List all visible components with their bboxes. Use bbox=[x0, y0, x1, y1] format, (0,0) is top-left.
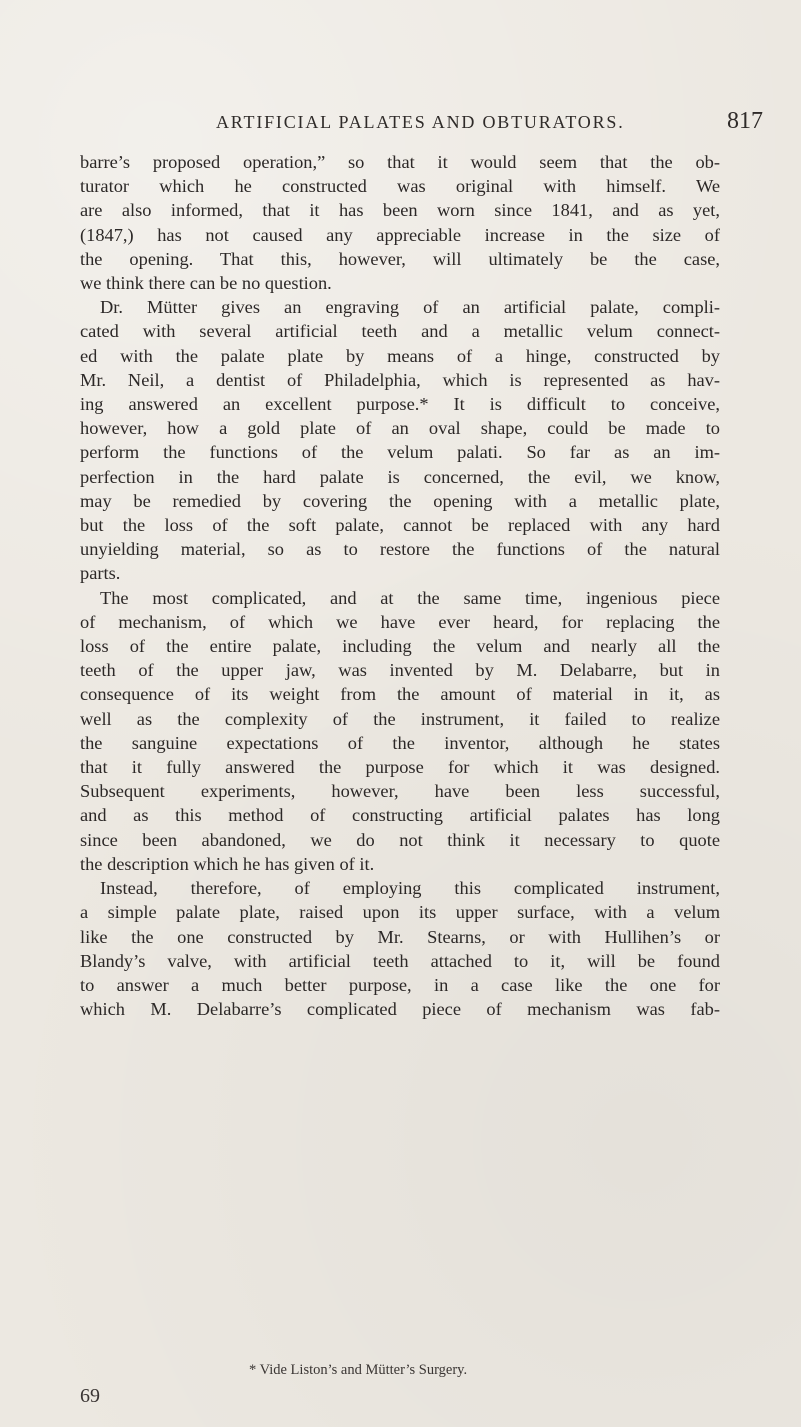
body-text bbox=[80, 150, 720, 1021]
text-line: like the one constructed by Mr. Stearns, or with Hullihen’s or bbox=[80, 926, 720, 947]
text-line: however, how a gold plate of an oval shape, could be made to bbox=[80, 418, 720, 439]
text-line: perform the functions of the velum palati. So far as an im- bbox=[80, 442, 720, 463]
text-line: Instead, therefore, of employing this complicated instrument, bbox=[100, 878, 720, 899]
text-line: may be remedied by covering the opening with a metallic plate, bbox=[80, 490, 720, 511]
text-line: a simple palate plate, raised upon its upper surface, with a velum bbox=[80, 902, 720, 923]
text-line: the opening. That this, however, will ultimately be the case, bbox=[80, 248, 720, 269]
text-line: that it fully answered the purpose for which it was designed. bbox=[80, 757, 720, 778]
text-line: loss of the entire palate, including the velum and nearly all the bbox=[80, 636, 720, 657]
text-line: the sanguine expectations of the inventor, although he states bbox=[80, 732, 720, 753]
footnote: * Vide Liston’s and Mütter’s Surgery. bbox=[249, 1362, 468, 1378]
text-line: the description which he has given of it. bbox=[80, 853, 375, 874]
text-line: parts. bbox=[80, 563, 121, 584]
text-line: ing answered an excellent purpose.* It is difficult to conceive, bbox=[80, 394, 720, 415]
running-title: ARTIFICIAL PALATES AND OBTURATORS. bbox=[216, 112, 625, 132]
text-line: which M. Delabarre’s complicated piece of mechanism was fab- bbox=[80, 999, 720, 1020]
text-line: teeth of the upper jaw, was invented by M. Delabarre, but in bbox=[80, 660, 720, 681]
text-line: we think there can be no question. bbox=[80, 273, 332, 294]
text-line: of mechanism, of which we have ever heard, for replacing the bbox=[80, 611, 720, 632]
text-line: The most complicated, and at the same time, ingenious piece bbox=[100, 587, 720, 608]
text-line: perfection in the hard palate is concerned, the evil, we know, bbox=[80, 466, 720, 487]
text-line: Subsequent experiments, however, have been less successful, bbox=[80, 781, 720, 802]
text-line: consequence of its weight from the amount of material in it, as bbox=[80, 684, 720, 705]
page-number: 817 bbox=[727, 108, 763, 134]
text-line: and as this method of constructing artificial palates has long bbox=[80, 805, 720, 826]
text-line: since been abandoned, we do not think it necessary to quote bbox=[80, 829, 720, 850]
text-line: Blandy’s valve, with artificial teeth attached to it, will be found bbox=[80, 950, 720, 971]
text-line: ed with the palate plate by means of a hinge, constructed by bbox=[80, 345, 720, 366]
text-line: are also informed, that it has been worn since 1841, and as yet, bbox=[80, 200, 720, 221]
text-line: Dr. Mütter gives an engraving of an artificial palate, compli- bbox=[100, 297, 720, 318]
running-head bbox=[0, 110, 801, 140]
text-line: turator which he constructed was original with himself. We bbox=[80, 176, 720, 197]
text-line: cated with several artificial teeth and a metallic velum connect- bbox=[80, 321, 720, 342]
text-line: well as the complexity of the instrument, it failed to realize bbox=[80, 708, 720, 729]
text-line: barre’s proposed operation,” so that it would seem that the ob- bbox=[80, 152, 720, 172]
text-line: (1847,) has not caused any appreciable increase in the size of bbox=[80, 224, 720, 245]
text-line: Mr. Neil, a dentist of Philadelphia, which is represented as hav- bbox=[80, 369, 720, 390]
signature-mark: 69 bbox=[80, 1385, 100, 1407]
text-line: unyielding material, so as to restore the functions of the natural bbox=[80, 539, 720, 560]
text-line: to answer a much better purpose, in a case like the one for bbox=[80, 974, 720, 995]
text-line: but the loss of the soft palate, cannot be replaced with any hard bbox=[80, 515, 720, 536]
